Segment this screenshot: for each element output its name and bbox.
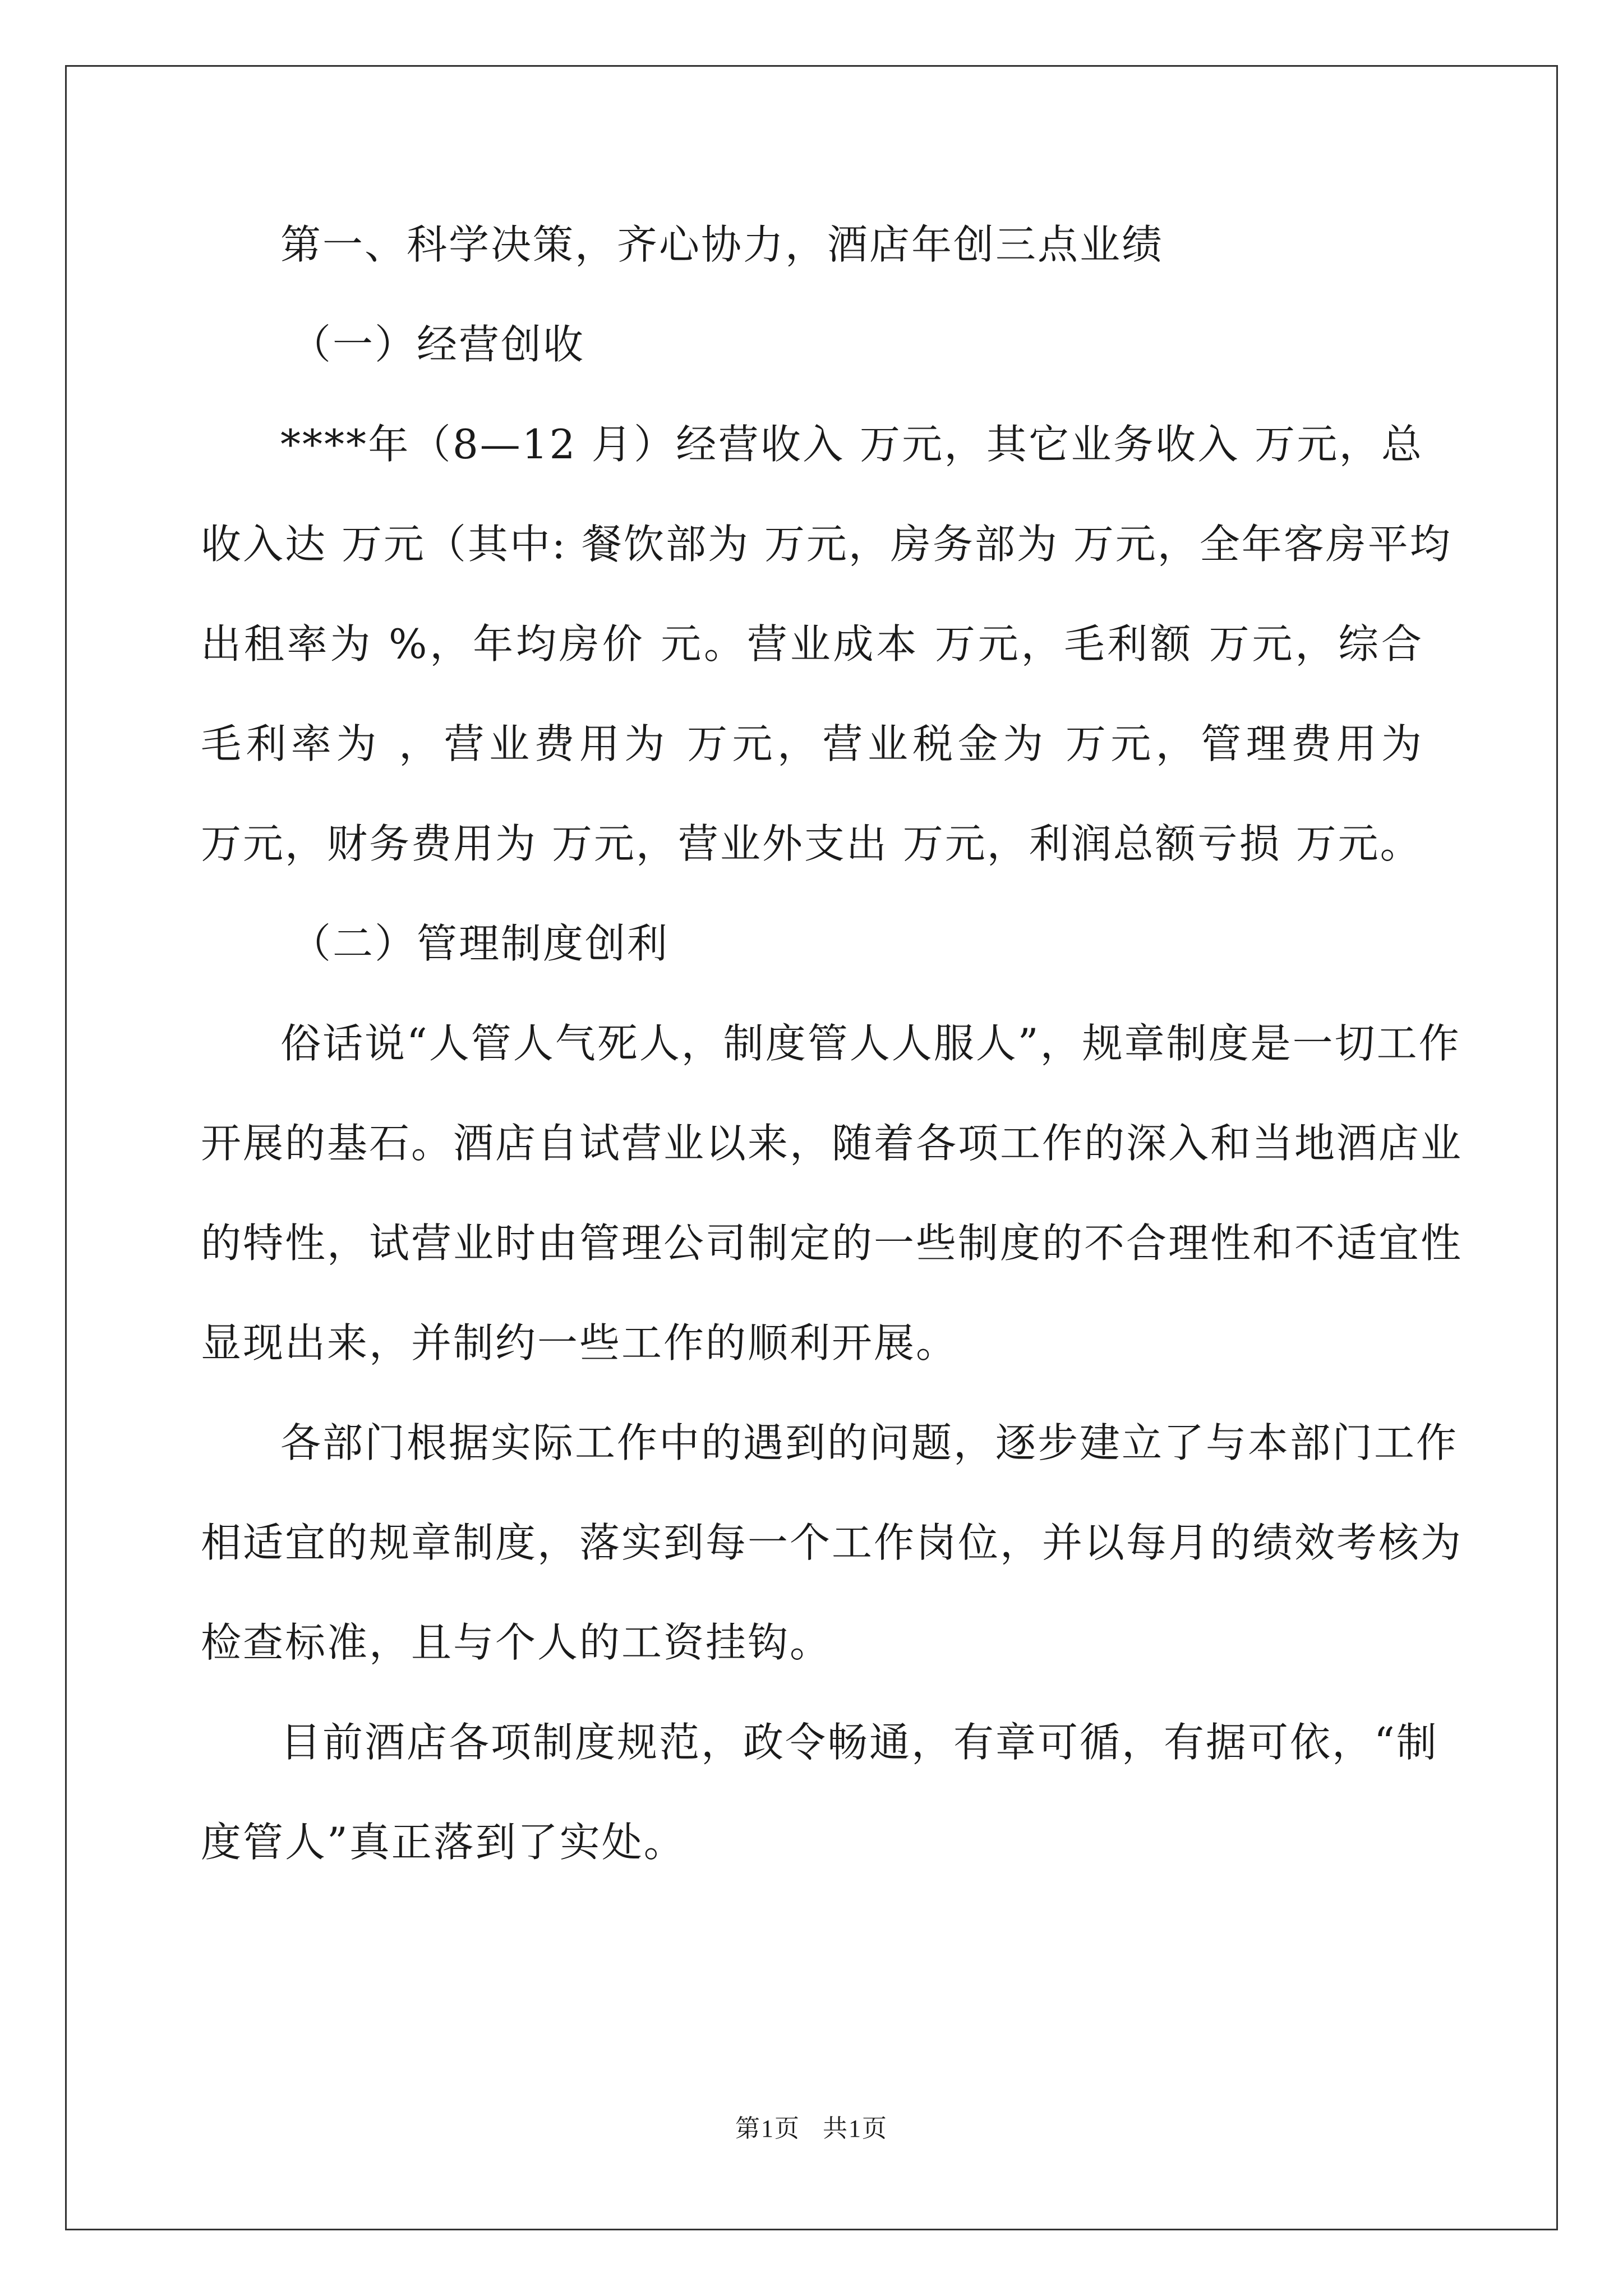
paragraph-line: 万元，财务费用为 万元，营业外支出 万元，利润总额亏损 万元。: [201, 820, 1422, 867]
paragraph-current-status: [201, 1714, 1438, 1870]
paragraph-revenue-figures: [201, 416, 1452, 872]
page-number-current: 第1页: [735, 2115, 800, 2142]
paragraph-line: 收入达 万元（其中: 餐饮部为 万元，房务部为 万元，全年客房平均: [201, 521, 1452, 568]
section-title-operating-revenue: （一）经营创收: [291, 321, 585, 368]
paragraph-line: 俗话说“人管人气死人，制度管人人服人”，规章制度是一切工作: [280, 1020, 1461, 1067]
paragraph-line: 度管人”真正落到了实处。: [201, 1819, 686, 1866]
paragraph-line: 的特性，试营业时由管理公司制定的一些制度的不合理性和不适宜性: [201, 1220, 1463, 1267]
document-heading: 第一、科学决策，齐心协力，酒店年创三点业绩: [280, 221, 1164, 268]
paragraph-rules-foundation: [201, 1015, 1463, 1371]
paragraph-line: 各部门根据实际工作中的遇到的问题，逐步建立了与本部门工作: [280, 1419, 1459, 1466]
paragraph-line: 相适宜的规章制度，落实到每一个工作岗位，并以每月的绩效考核为: [201, 1519, 1463, 1566]
page-footer: [0, 2108, 1623, 2144]
section-title-management-system: （二）管理制度创利: [291, 920, 670, 967]
paragraph-line: 开展的基石。酒店自试营业以来，随着各项工作的深入和当地酒店业: [201, 1120, 1463, 1167]
paragraph-line: 目前酒店各项制度规范，政令畅通，有章可循，有据可依，“制: [280, 1719, 1438, 1766]
document-body: [201, 217, 1463, 1870]
paragraph-line: 检查标准，且与个人的工资挂钩。: [201, 1619, 832, 1666]
paragraph-line: 出租率为 %，年均房价 元。营业成本 万元，毛利额 万元，综合: [201, 620, 1423, 668]
paragraph-department-rules: [201, 1415, 1463, 1671]
page-number-total: 共1页: [823, 2115, 888, 2142]
paragraph-line: 毛利率为 ，营业费用为 万元，营业税金为 万元，管理费用为: [201, 720, 1423, 767]
paragraph-line: ****年（8—12 月）经营收入 万元，其它业务收入 万元，总: [280, 421, 1423, 468]
paragraph-line: 显现出来，并制约一些工作的顺利开展。: [201, 1319, 958, 1366]
